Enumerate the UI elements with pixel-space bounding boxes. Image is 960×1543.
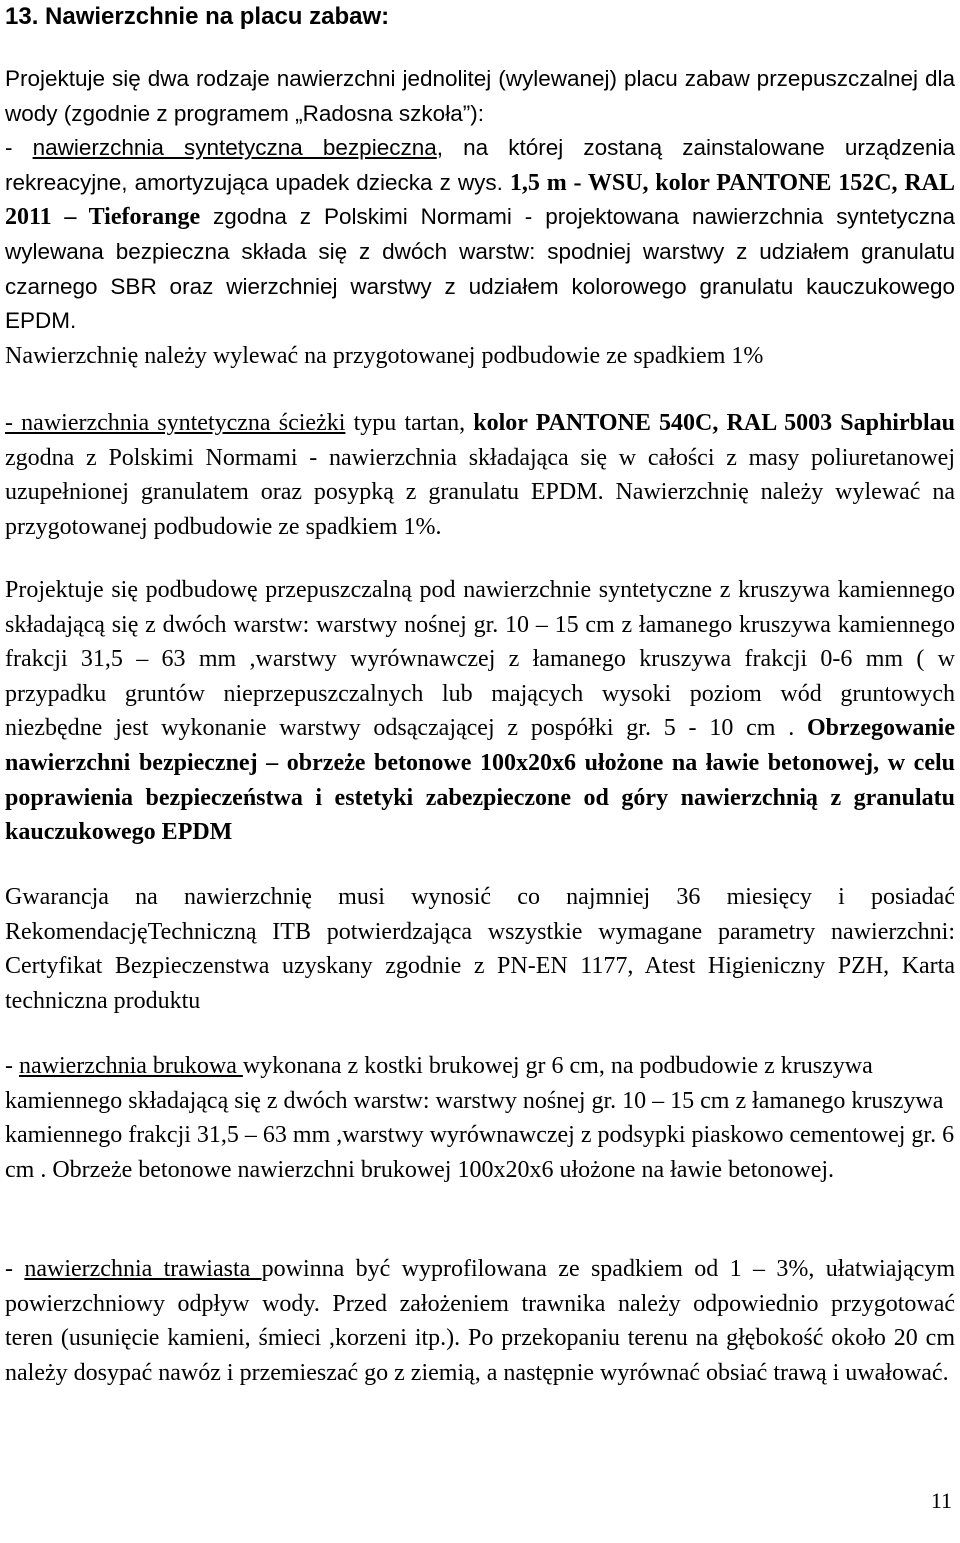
surface-name-grass: nawierzchnia trawiasta (24, 1256, 262, 1282)
paragraph-paving (5, 1049, 955, 1187)
path-spec-bold: kolor PANTONE 540C, RAL 5003 Saphirblau (473, 410, 955, 436)
surface-name-safety: nawierzchnia syntetyczna bezpieczna (32, 135, 437, 161)
warranty-text: Gwarancja na nawierzchnię musi wynosić co najmniej 36 miesięcy i posiadać RekomendacjęTechniczną ITB potwierdzająca wszystkie wymagane parametry nawierzchni: Certyfikat Bezpieczenstwa uzyskany zgodnie z PN-EN 1177, Atest Higieniczny PZH, Karta techniczna produktu (5, 884, 955, 1014)
list-dash: - (5, 135, 33, 161)
surface-description: , na której zostaną zainstalowane urządzenia rekreacyjne, amortyzująca upadek dziecka z wys. (5, 135, 955, 195)
surface-name-path: - nawierzchnia syntetyczna ścieżki (5, 410, 346, 436)
paving-details: wykonana z kostki brukowej gr 6 cm, na podbudowie z kruszywa kamiennego składającą się z dwóch warstw: warstwy nośnej gr. 10 – 15 cm z łamanego kruszywa kamiennego frakcji 31,5 – 63 mm ,warstwy wyrównawczej z podsypki piaskowo cementowej gr. 6 cm . Obrzeże betonowe nawierzchni brukowej 100x20x6 ułożone na ławie betonowej. (5, 1053, 955, 1183)
grass-details: powinna być wyprofilowana ze spadkiem od 1 – 3%, ułatwiającym powierzchniowy odpływ wody. Przed założeniem trawnika należy odpowiednio przygotować teren (usunięcie kamieni, śmieci ,korzeni itp.). Po przekopaniu terenu na głębokość około 20 cm należy dosypać nawóz i przemieszać go z ziemią, a następnie wyrównać obsiać trawą i uwałować. (5, 1256, 955, 1386)
surface-pour-note: Nawierzchnię należy wylewać na przygotowanej podbudowie ze spadkiem 1% (5, 342, 764, 369)
surface-details: zgodna z Polskimi Normami - projektowana nawierzchnia syntetyczna wylewana bezpieczna składa się z dwóch warstw: spodniej warstwy z udziałem granulatu czarnego SBR oraz wierzchniej warstwy z udziałem kolorowego granulatu kauczukowego EPDM. (5, 204, 956, 334)
edging-spec-bold: Obrzegowanie nawierzchni bezpiecznej – obrzeże betonowe 100x20x6 ułożone na ławie betonowej, w celu poprawienia bezpieczeństwa i estetyki zabezpieczone od góry nawierzchnią z granulatu kauczukowego EPDM (5, 715, 955, 846)
paragraph-path-surface (5, 406, 955, 544)
path-details: zgodna z Polskimi Normami - nawierzchnia składająca się w całości z masy poliuretanowej uzupełnionej granulatem oraz posypką z granulatu EPDM. Nawierzchnię należy wylewać na przygotowanej podbudowie ze spadkiem 1%. (5, 444, 955, 540)
paragraph-safety-surface (5, 62, 955, 373)
paragraph-warranty (5, 880, 955, 1018)
surface-name-paving: nawierzchnia brukowa (19, 1053, 243, 1079)
intro-text: Projektuje się dwa rodzaje nawierzchni jednolitej (wylewanej) placu zabaw przepuszczalnej dla wody (zgodnie z programem „Radosna szkoła”): (5, 66, 955, 126)
list-dash: - (5, 1256, 25, 1282)
paragraph-subbase (5, 573, 955, 850)
list-dash: - (5, 1053, 19, 1079)
section-title: 13. Nawierzchnie na placu zabaw: (5, 3, 390, 30)
surface-spec-bold: 1,5 m - WSU, kolor PANTONE 152C, RAL 2011 – Tieforange (5, 169, 956, 231)
page-number: 11 (930, 1488, 952, 1513)
subbase-text: Projektuje się podbudowę przepuszczalną pod nawierzchnie syntetyczne z kruszywa kamiennego składającą się z dwóch warstw: warstwy nośnej gr. 10 – 15 cm z łamanego kruszywa kamiennego frakcji 31,5 – 63 mm ,warstwy wyrównawczej z łamanego kruszywa frakcji 0-6 mm ( w przypadku gruntów nieprzepuszczalnych lub mających wysoki poziom wód gruntowych niezbędne jest wykonanie warstwy odsączającej z pospółki gr. 5 - 10 cm . (5, 577, 955, 742)
paragraph-grass (5, 1252, 955, 1390)
path-type: typu tartan, (345, 410, 474, 436)
